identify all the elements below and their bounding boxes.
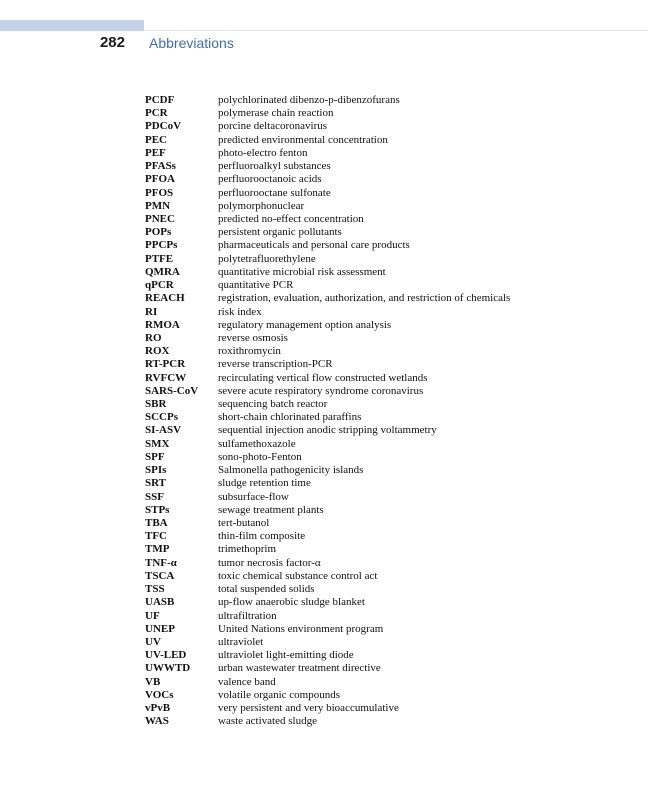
- abbreviation-definition: registration, evaluation, authorization, and restriction of chemicals: [218, 292, 511, 305]
- abbreviation-definition: reverse transcription-PCR: [218, 358, 333, 371]
- abbreviation-entry: [145, 147, 625, 160]
- abbreviation-definition: up-flow anaerobic sludge blanket: [218, 596, 365, 609]
- abbreviation-definition: regulatory management option analysis: [218, 318, 392, 331]
- abbreviation-definition: sono-photo-Fenton: [218, 450, 302, 463]
- abbreviation-definition: thin-film composite: [218, 530, 306, 543]
- abbreviation-definition: subsurface-flow: [218, 490, 289, 503]
- abbreviation-definition: risk index: [218, 305, 262, 318]
- abbreviation-definition: ultraviolet: [218, 635, 264, 648]
- abbreviation-definition: ultraviolet light-emitting diode: [218, 649, 354, 662]
- abbreviation-term: REACH: [145, 292, 185, 305]
- abbreviation-term: VB: [145, 675, 161, 688]
- abbreviation-entry: [145, 160, 625, 173]
- header-rule: [144, 30, 648, 31]
- abbreviation-definition: reverse osmosis: [218, 331, 288, 344]
- abbreviation-definition: Salmonella pathogenicity islands: [218, 464, 364, 477]
- abbreviation-definition: sequencing batch reactor: [218, 398, 328, 411]
- abbreviation-entry: [145, 253, 625, 266]
- abbreviation-term: TMP: [145, 543, 170, 556]
- abbreviation-definition: sewage treatment plants: [218, 503, 324, 516]
- abbreviation-term: PDCoV: [145, 120, 182, 133]
- abbreviation-entry: [145, 319, 625, 332]
- abbreviation-definition: very persistent and very bioaccumulative: [218, 702, 399, 715]
- abbreviation-entry: [145, 596, 625, 609]
- abbreviation-entry: [145, 358, 625, 371]
- abbreviation-entry: [145, 213, 625, 226]
- abbreviation-term: UNEP: [145, 622, 175, 635]
- abbreviation-term: PPCPs: [145, 239, 178, 252]
- abbreviation-term: WAS: [145, 715, 169, 728]
- abbreviation-term: PFOS: [145, 186, 174, 199]
- abbreviation-entry: [145, 292, 625, 305]
- abbreviation-definition: valence band: [218, 675, 276, 688]
- abbreviation-term: PCR: [145, 107, 168, 120]
- abbreviation-term: QMRA: [145, 265, 180, 278]
- abbreviation-term: PNEC: [145, 212, 175, 225]
- abbreviation-definition: polymerase chain reaction: [218, 107, 334, 120]
- abbreviation-term: SBR: [145, 398, 167, 411]
- abbreviation-definition: polytetrafluorethylene: [218, 252, 316, 265]
- page-number: 282: [99, 34, 125, 51]
- abbreviation-entry: [145, 173, 625, 186]
- abbreviation-entry: [145, 345, 625, 358]
- abbreviation-term: STPs: [145, 503, 170, 516]
- abbreviation-term: RVFCW: [145, 371, 187, 384]
- abbreviation-entry: [145, 306, 625, 319]
- abbreviation-definition: perfluorooctanoic acids: [218, 173, 322, 186]
- abbreviation-entry: [145, 715, 625, 728]
- abbreviation-entry: [145, 543, 625, 556]
- abbreviation-entry: [145, 120, 625, 133]
- abbreviation-term: UF: [145, 609, 160, 622]
- abbreviation-entry: [145, 332, 625, 345]
- abbreviation-definition: perfluorooctane sulfonate: [218, 186, 331, 199]
- abbreviation-entry: [145, 107, 625, 120]
- abbreviation-list: [145, 94, 625, 729]
- abbreviation-term: UV: [145, 635, 161, 648]
- abbreviation-definition: sulfamethoxazole: [218, 437, 296, 450]
- abbreviation-term: POPs: [145, 226, 172, 239]
- abbreviation-entry: [145, 266, 625, 279]
- abbreviation-entry: [145, 94, 625, 107]
- abbreviation-definition: porcine deltacoronavirus: [218, 120, 328, 133]
- abbreviation-term: ROX: [145, 345, 170, 358]
- abbreviation-term: SARS-CoV: [145, 384, 199, 397]
- abbreviation-entry: [145, 239, 625, 252]
- abbreviation-term: SCCPs: [145, 411, 179, 424]
- abbreviation-entry: [145, 517, 625, 530]
- abbreviation-term: SPIs: [145, 464, 167, 477]
- abbreviation-term: PFOA: [145, 173, 175, 186]
- abbreviation-entry: [145, 200, 625, 213]
- abbreviation-term: RT-PCR: [145, 358, 186, 371]
- abbreviation-entry: [145, 464, 625, 477]
- abbreviation-entry: [145, 530, 625, 543]
- abbreviation-term: SMX: [145, 437, 170, 450]
- abbreviation-entry: [145, 676, 625, 689]
- header-accent-bar: [0, 20, 144, 31]
- abbreviation-entry: [145, 226, 625, 239]
- abbreviation-entry: [145, 491, 625, 504]
- abbreviation-entry: [145, 583, 625, 596]
- abbreviation-term: PFASs: [145, 160, 176, 173]
- abbreviation-definition: ultrafiltration: [218, 609, 277, 622]
- abbreviation-term: SI-ASV: [145, 424, 182, 437]
- abbreviation-entry: [145, 557, 625, 570]
- abbreviation-term: UV-LED: [145, 649, 187, 662]
- abbreviation-term: SPF: [145, 450, 165, 463]
- abbreviation-definition: predicted no-effect concentration: [218, 212, 364, 225]
- abbreviation-term: TFC: [145, 530, 167, 543]
- abbreviation-term: TSCA: [145, 569, 175, 582]
- abbreviation-definition: persistent organic pollutants: [218, 226, 342, 239]
- abbreviation-term: vPvB: [145, 702, 171, 715]
- abbreviation-entry: [145, 570, 625, 583]
- abbreviation-term: PEC: [145, 133, 167, 146]
- abbreviation-entry: [145, 610, 625, 623]
- abbreviation-term: RMOA: [145, 318, 180, 331]
- abbreviation-definition: polychlorinated dibenzo-p-dibenzofurans: [218, 94, 400, 106]
- abbreviation-entry: [145, 662, 625, 675]
- abbreviation-definition: sludge retention time: [218, 477, 311, 490]
- abbreviation-definition: quantitative PCR: [218, 279, 294, 292]
- abbreviation-term: qPCR: [145, 279, 174, 292]
- abbreviation-term: TNF-α: [145, 556, 177, 569]
- abbreviation-definition: photo-electro fenton: [218, 146, 308, 159]
- abbreviation-entry: [145, 187, 625, 200]
- abbreviation-term: SSF: [145, 490, 164, 503]
- abbreviation-entry: [145, 451, 625, 464]
- abbreviation-definition: urban wastewater treatment directive: [218, 662, 381, 675]
- abbreviation-definition: pharmaceuticals and personal care products: [218, 239, 410, 252]
- abbreviation-term: PTFE: [145, 252, 174, 265]
- abbreviation-term: PMN: [145, 199, 171, 212]
- abbreviation-entry: [145, 702, 625, 715]
- abbreviation-entry: [145, 504, 625, 517]
- abbreviation-definition: predicted environmental concentration: [218, 133, 388, 146]
- abbreviation-entry: [145, 134, 625, 147]
- abbreviation-term: PEF: [145, 146, 166, 159]
- running-title: Abbreviations: [149, 35, 234, 51]
- abbreviation-entry: [145, 385, 625, 398]
- abbreviation-entry: [145, 279, 625, 292]
- abbreviation-entry: [145, 623, 625, 636]
- abbreviation-term: RI: [145, 305, 158, 318]
- abbreviation-definition: short-chain chlorinated paraffins: [218, 411, 362, 424]
- abbreviation-entry: [145, 477, 625, 490]
- abbreviation-definition: roxithromycin: [218, 345, 281, 358]
- abbreviation-term: TBA: [145, 517, 168, 529]
- abbreviation-term: TSS: [145, 583, 165, 596]
- abbreviation-term: SRT: [145, 477, 167, 490]
- abbreviation-definition: volatile organic compounds: [218, 688, 340, 701]
- abbreviation-term: PCDF: [145, 94, 175, 106]
- abbreviation-entry: [145, 649, 625, 662]
- abbreviation-definition: perfluoroalkyl substances: [218, 160, 331, 173]
- abbreviation-definition: quantitative microbial risk assessment: [218, 265, 386, 278]
- abbreviation-definition: trimethoprim: [218, 543, 277, 556]
- abbreviation-entry: [145, 398, 625, 411]
- abbreviation-definition: tert-butanol: [218, 517, 270, 529]
- abbreviation-definition: toxic chemical substance control act: [218, 569, 378, 582]
- abbreviation-entry: [145, 438, 625, 451]
- abbreviation-term: UWWTD: [145, 662, 191, 675]
- abbreviation-definition: polymorphonuclear: [218, 199, 305, 212]
- abbreviation-term: RO: [145, 331, 162, 344]
- abbreviation-term: UASB: [145, 596, 175, 609]
- abbreviation-definition: severe acute respiratory syndrome coronavirus: [218, 384, 424, 397]
- abbreviation-definition: recirculating vertical flow constructed wetlands: [218, 371, 428, 384]
- abbreviation-entry: [145, 411, 625, 424]
- abbreviation-definition: United Nations environment program: [218, 622, 384, 635]
- abbreviation-entry: [145, 372, 625, 385]
- abbreviation-definition: tumor necrosis factor-α: [218, 556, 321, 569]
- abbreviation-definition: total suspended solids: [218, 583, 315, 596]
- abbreviation-entry: [145, 689, 625, 702]
- abbreviation-definition: waste activated sludge: [218, 715, 317, 728]
- abbreviation-entry: [145, 424, 625, 437]
- abbreviation-definition: sequential injection anodic stripping voltammetry: [218, 424, 437, 437]
- abbreviation-term: VOCs: [145, 688, 174, 701]
- abbreviation-entry: [145, 636, 625, 649]
